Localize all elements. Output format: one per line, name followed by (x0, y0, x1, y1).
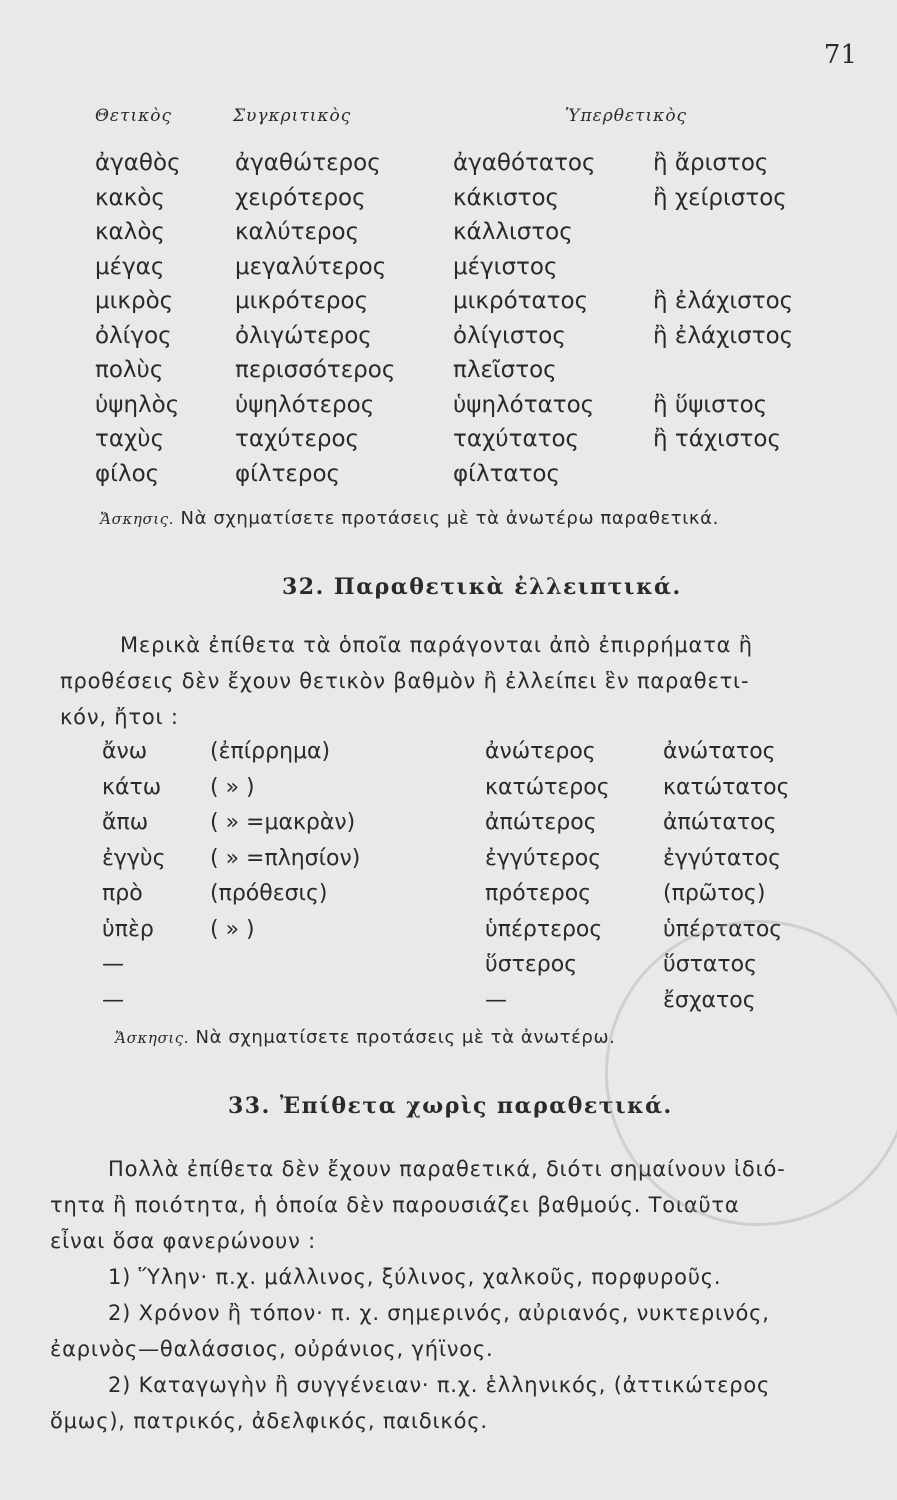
irregular-row-cell: ( » ) (210, 774, 255, 800)
degree-row-cell: κάκιστος (453, 184, 560, 211)
irregular-row-cell: ἀπώτατος (663, 810, 777, 836)
irregular-row-cell: κατώτατος (663, 774, 790, 800)
degree-row (95, 319, 853, 354)
degree-row-cell: πολὺς (95, 357, 164, 384)
degree-row-cell: φίλτατος (453, 460, 560, 487)
degree-row-cell: χειρότερος (235, 184, 366, 211)
exercise-2 (115, 1027, 615, 1048)
degree-row-cell: μικρότατος (453, 288, 589, 315)
irregular-row-cell: ( » ) (210, 916, 255, 942)
degree-row (95, 250, 853, 285)
degree-row-cell: καλύτερος (235, 219, 360, 246)
degree-row-cell: ὀλιγώτερος (235, 322, 372, 349)
library-stamp (605, 920, 897, 1226)
degree-row (95, 457, 853, 492)
degree-row-cell (653, 215, 853, 250)
irregular-row-cell: ὑπέρτερος (485, 916, 603, 942)
irregular-row-cell: κατώτερος (485, 774, 610, 800)
irregular-row-cell: ( » =πλησίον) (210, 845, 361, 871)
degree-row (95, 181, 853, 216)
header-superlative: Ὑπερθετικὸς (565, 106, 688, 126)
degree-row-cell: ὀλίγιστος (453, 322, 566, 349)
exercise-1-text: Νὰ σχηματίσετε προτάσεις μὲ τὰ ἀνωτέρω παραθετικά. (180, 508, 719, 529)
section-32-line-2: προθέσεις δὲν ἔχουν θετικὸν βαθμὸν ἢ ἐλλείπει ἓν παραθετι- (60, 669, 750, 693)
degree-row-cell: ὑψηλὸς (95, 391, 180, 418)
irregular-row-cell: ἄνω (102, 739, 148, 765)
degree-row-cell: μέγιστος (453, 253, 558, 280)
irregular-row-cell: ἐγγὺς (102, 845, 166, 871)
irregular-row-cell: ἄπω (102, 810, 149, 836)
irregular-row-cell: ἐγγύτερος (485, 845, 602, 871)
irregular-row-cell: κάτω (102, 774, 162, 800)
degree-row-cell: ἀγαθὸς (95, 150, 181, 177)
degree-row-cell: ὀλίγος (95, 322, 172, 349)
degree-row-cell: καλὸς (95, 219, 165, 246)
irregular-row-cell: πρότερος (485, 881, 592, 907)
degree-row (95, 146, 853, 181)
irregular-row-cell: ἀνώτατος (663, 739, 776, 765)
degree-row-cell: μεγαλύτερος (235, 253, 387, 280)
degree-row-cell: ταχύτερος (235, 426, 360, 453)
header-comparative: Συγκριτικὸς (233, 106, 352, 126)
page-number: 71 (823, 40, 857, 70)
irregular-row-cell (210, 947, 485, 983)
section-33-title: 33. Ἐπίθετα χωρὶς παραθετικά. (228, 1093, 673, 1119)
irregular-row-cell: ὕστερος (485, 952, 578, 978)
degree-row-cell: ἢ ἐλάχιστος (653, 322, 794, 349)
degree-row-cell: ἢ τάχιστος (653, 426, 781, 453)
degree-row-cell (653, 250, 853, 285)
exercise-2-text: Νὰ σχηματίσετε προτάσεις μὲ τὰ ἀνωτέρω. (195, 1027, 616, 1048)
degree-row-cell (653, 353, 853, 388)
degree-row-cell: ὑψηλότερος (235, 391, 375, 418)
section-33-line-2: τητα ἢ ποιότητα, ἡ ὁποία δὲν παρουσιάζει βαθμούς. Τοιαῦτα (50, 1193, 740, 1217)
irregular-row-cell (210, 983, 485, 1019)
degree-row-cell: μικρὸς (95, 288, 174, 315)
degree-row-cell: φίλτερος (235, 460, 341, 487)
irregular-row-cell: ὑπέρτατος (663, 916, 783, 942)
degree-row-cell: φίλος (95, 460, 160, 487)
irregular-row-cell: (ἐπίρρημα) (210, 739, 331, 765)
degree-row-cell: ἢ χείριστος (653, 184, 787, 211)
degree-row-cell: ὑψηλότατος (453, 391, 595, 418)
degree-row-cell: μέγας (95, 253, 165, 280)
degree-row-cell: ταχύτατος (453, 426, 580, 453)
irregular-row (102, 734, 853, 770)
section-33-line-8: ὅμως), πατρικός, ἀδελφικός, παιδικός. (50, 1409, 488, 1433)
degree-row (95, 284, 853, 319)
irregular-row-cell: — (102, 952, 124, 978)
irregular-row-cell: ἔσχατος (663, 987, 756, 1013)
exercise-1-label: Ἄσκησις. (100, 510, 175, 528)
degree-row-cell: πλεῖστος (453, 357, 557, 384)
degree-row (95, 422, 853, 457)
section-32-title: 32. Παραθετικὰ ἐλλειπτικά. (282, 574, 682, 600)
degree-row-cell: ἢ ἐλάχιστος (653, 288, 794, 315)
degree-row-cell: μικρότερος (235, 288, 369, 315)
irregular-row-cell: — (485, 987, 507, 1013)
degree-row-cell: κάλλιστος (453, 219, 573, 246)
irregular-row-cell: ὑπὲρ (102, 916, 154, 942)
section-33-line-3: εἶναι ὅσα φανερώνουν : (50, 1229, 316, 1253)
irregular-row (102, 805, 853, 841)
irregular-row-cell: πρὸ (102, 881, 143, 907)
header-positive: Θετικὸς (95, 106, 173, 126)
irregular-row-cell: (πρῶτος) (663, 881, 766, 907)
degree-row-cell: κακὸς (95, 184, 165, 211)
section-32-line-1: Μερικὰ ἐπίθετα τὰ ὁποῖα παράγονται ἀπὸ ἐπιρρήματα ἢ (120, 633, 753, 657)
degree-row-cell: περισσότερος (235, 357, 396, 384)
degree-row (95, 388, 853, 423)
degree-row (95, 353, 853, 388)
irregular-row-cell: (πρόθεσις) (210, 881, 328, 907)
section-33-line-4: 1) Ὕλην· π.χ. μάλλινος, ξύλινος, χαλκοῦς, πορφυροῦς. (108, 1265, 722, 1289)
degree-row (95, 215, 853, 250)
degree-row-cell (653, 457, 853, 492)
irregular-row (102, 876, 853, 912)
section-32-line-3: κόν, ἤτοι : (60, 705, 179, 729)
section-33-line-7: 2) Καταγωγὴν ἢ συγγένειαν· π.χ. ἑλληνικός, (ἀττικώτερος (108, 1373, 771, 1397)
exercise-1 (100, 508, 719, 529)
section-33-line-5: 2) Χρόνον ἢ τόπον· π. χ. σημερινός, αὐριανός, νυκτερινός, (108, 1301, 770, 1325)
irregular-row (102, 770, 853, 806)
irregular-row-cell: ἀπώτερος (485, 810, 597, 836)
section-33-line-6: ἐαρινὸς—θαλάσσιος, οὐράνιος, γήϊνος. (50, 1337, 494, 1361)
irregular-row-cell: — (102, 987, 124, 1013)
exercise-2-label: Ἄσκησις. (115, 1029, 190, 1047)
irregular-row-cell: ὕστατος (663, 952, 758, 978)
degree-row-cell: ἀγαθότατος (453, 150, 596, 177)
irregular-row-cell: ἀνώτερος (485, 739, 596, 765)
irregular-row-cell: ( » =μακρὰν) (210, 810, 356, 836)
degree-row-cell: ἢ ὕψιστος (653, 391, 768, 418)
irregular-row (102, 841, 853, 877)
degree-row-cell: ἢ ἄριστος (653, 150, 769, 177)
irregular-row-cell: ἐγγύτατος (663, 845, 782, 871)
degree-row-cell: ταχὺς (95, 426, 165, 453)
section-33-line-1: Πολλὰ ἐπίθετα δὲν ἔχουν παραθετικά, διότι σημαίνουν ἰδιό- (108, 1157, 786, 1181)
degrees-table (95, 146, 853, 491)
degree-row-cell: ἀγαθώτερος (235, 150, 381, 177)
